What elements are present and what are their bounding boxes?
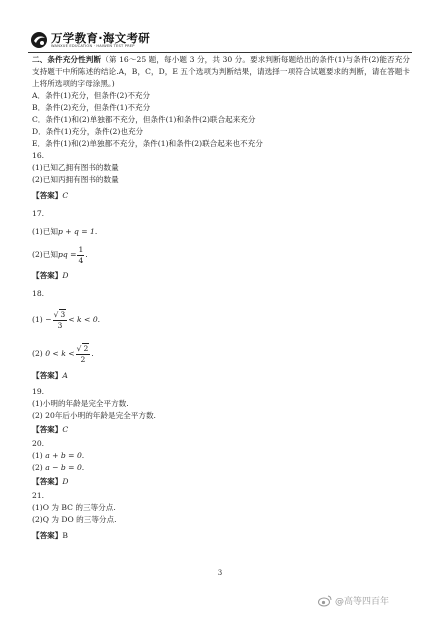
logo [30, 31, 150, 49]
q21-answer-value: B [62, 531, 68, 540]
q20-c1-math: a + b = 0. [45, 451, 85, 460]
q18-c2-frac-num: √ 2 [76, 344, 89, 353]
watermark-text: @高等四百年 [335, 597, 390, 607]
option-a: A．条件(1)充分，但条件(2)不充分 [32, 91, 151, 100]
q21-answer [32, 530, 410, 542]
q17-c1-prefix: (1)已知 [32, 227, 58, 236]
q21-condition-1: (1)O 为 BC 的三等分点. [32, 503, 116, 512]
q20-c1-prefix: (1) [32, 451, 43, 460]
q18-condition-2 [32, 342, 410, 366]
q21-number: 21. [32, 491, 45, 500]
q20-c2-prefix: (2) [32, 463, 43, 472]
q18-c2-fraction [76, 343, 94, 365]
answer-label: 【答案】 [32, 425, 63, 434]
q17-frac-num: 1 [78, 244, 84, 254]
q19-number: 19. [32, 387, 45, 396]
option-c: C．条件(1)和(2)单独都不充分，但条件(1)和条件(2)联合起来充分 [32, 115, 256, 124]
q17-c2-prefix: (2)已知 [32, 250, 58, 259]
q17-answer-value: D [62, 271, 69, 280]
q19-answer-value: C [62, 425, 69, 434]
q18-c1-math: < k < 0. [68, 315, 101, 324]
q18-c1-frac-den: 3 [57, 321, 63, 330]
section-instructions: （第 16～25 题，每小题 3 分，共 30 分。要求判断每题给出的条件(1)与条件(2)能否充分支持题干中所陈述的结论.A，B，C，D，E 五个选项为判断结果，请选择一项符合试题要求的判断，请在答题卡上将所选项的字母涂黑。) [32, 55, 411, 88]
q18-c2-prefix: (2) [32, 349, 43, 358]
q17-condition-1 [32, 226, 410, 238]
q20-condition-1 [32, 450, 410, 462]
q17-c1-math: p + q = 1. [57, 227, 98, 236]
q20-number: 20. [32, 439, 45, 448]
q20-condition-2 [32, 462, 410, 474]
q17-fraction [77, 245, 84, 266]
header-divider [28, 52, 412, 53]
q17-answer [32, 270, 410, 282]
section-intro [32, 54, 410, 90]
q18-c1-frac-num: √ 3 [53, 310, 66, 319]
option-d: D．条件(1)充分，条件(2)也充分 [32, 127, 144, 136]
q18-answer [32, 370, 410, 382]
q16-condition-2: (2)已知丙拥有图书的数量 [32, 175, 119, 184]
q16-number: 16. [32, 151, 45, 160]
q18-c2-post: . [91, 349, 94, 358]
q16-answer [32, 190, 410, 202]
q16-condition-1: (1)已知乙拥有图书的数量 [32, 163, 119, 172]
answer-label: 【答案】 [32, 477, 63, 486]
q17-number: 17. [32, 209, 45, 218]
q18-answer-value: A [62, 371, 68, 380]
option-b: B．条件(2)充分，但条件(1)不充分 [32, 103, 151, 112]
q18-c1-radicand: 3 [60, 310, 66, 319]
q18-c1-prefix: (1) [32, 315, 43, 324]
q16-answer-value: C [62, 191, 69, 200]
weibo-icon [318, 595, 332, 607]
answer-label: 【答案】 [32, 271, 63, 280]
q21-condition-2: (2)Q 为 DO 的三等分点. [32, 515, 117, 524]
answer-label: 【答案】 [32, 371, 63, 380]
page-number: 3 [217, 569, 223, 577]
q18-c1-fraction [53, 309, 68, 331]
q18-number: 18. [32, 289, 45, 298]
q19-answer [32, 424, 410, 436]
option-e: E．条件(1)和(2)单独都不充分，条件(1)和条件(2)联合起来也不充分 [32, 139, 263, 148]
q17-condition-2 [32, 244, 410, 266]
q20-answer-value: D [62, 477, 69, 486]
q18-c2-math: 0 < k < [45, 349, 75, 358]
q20-answer [32, 476, 410, 488]
logo-mark-icon [30, 31, 48, 49]
q19-condition-1: (1)小明的年龄是完全平方数. [32, 399, 129, 408]
answer-label: 【答案】 [32, 531, 63, 540]
document-body [32, 54, 410, 542]
watermark [318, 594, 389, 607]
q18-c1-minus: − [45, 315, 52, 324]
logo-title: 万学教育·海文考研 [51, 30, 151, 45]
q18-condition-1 [32, 308, 410, 332]
q20-c2-math: a − b = 0. [45, 463, 85, 472]
q17-c2-post: . [85, 250, 88, 259]
answer-label: 【答案】 [32, 191, 63, 200]
q18-c2-radicand: 2 [83, 344, 89, 353]
q17-c2-math: pq = [57, 250, 77, 259]
q19-condition-2: (2) 20年后小明的年龄是完全平方数. [32, 411, 156, 420]
logo-subtitle: WANXUE EDUCATION · HAIWEN TEST PREP [51, 43, 135, 48]
q17-frac-den: 4 [78, 255, 84, 265]
q18-c2-frac-den: 2 [80, 355, 86, 364]
section-title: 二、条件充分性判断 [32, 55, 102, 64]
